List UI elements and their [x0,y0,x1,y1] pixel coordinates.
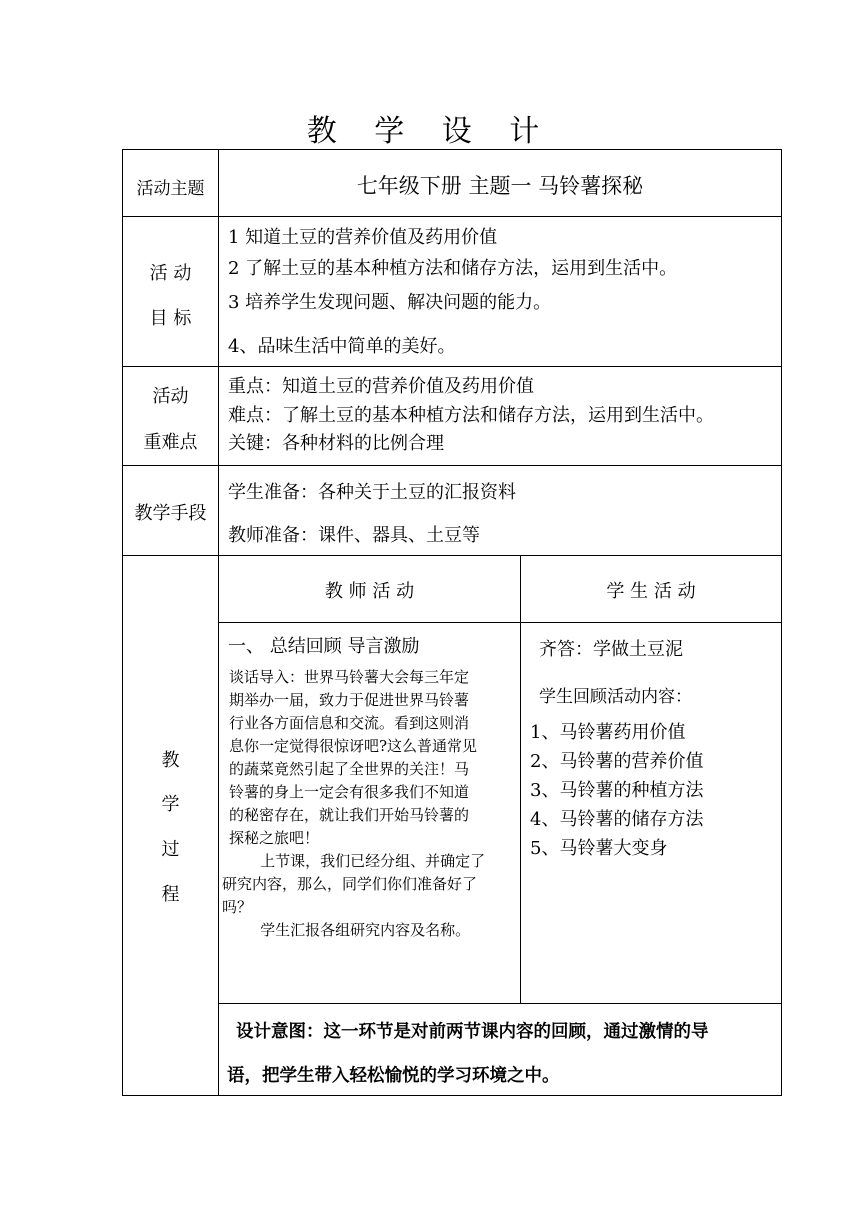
design-intent: 语，把学生带入轻松愉悦的学习环境之中。 [227,1066,560,1086]
row-divider [122,465,782,466]
student-item: 3、马铃薯的种植方法 [530,780,704,801]
goal-item: 4、品味生活中简单的美好。 [228,336,456,357]
teacher-line: 息你一定觉得很惊讶吧?这么普通常见 [229,737,478,755]
teacher-line: 吗？ [222,898,253,916]
key-point-item: 关键：各种材料的比例合理 [228,433,444,454]
student-preparation: 学生准备：各种关于土豆的汇报资料 [228,482,516,503]
activity-column-divider [520,555,521,1003]
goal-item: 1 知道土豆的营养价值及药用价值 [228,227,498,248]
teacher-line: 研究内容，那么，同学们你们准备好了 [222,875,478,893]
teacher-preparation: 教师准备：课件、器具、土豆等 [228,525,480,546]
teacher-line: 谈话导入：世界马铃薯大会每三年定 [229,668,470,686]
key-point-item: 重点：知道土豆的营养价值及药用价值 [228,376,534,397]
row-divider [122,216,782,217]
teacher-line: 的蔬菜竟然引起了全世界的关注！马 [229,760,470,778]
student-review-title: 学生回顾活动内容： [539,687,692,707]
label-column-divider [218,149,219,1096]
process-intent-divider [218,1003,782,1004]
goal-item: 3 培养学生发现问题、解决问题的能力。 [228,292,552,313]
process-label-char: 过 [161,839,180,860]
teacher-line: 上节课，我们已经分组、并确定了 [222,852,486,870]
student-activity-header: 学 生 活 动 [606,581,696,602]
teacher-line: 行业各方面信息和交流。看到这则消 [229,714,470,732]
key-points-label: 活动 [152,386,189,407]
student-item: 5、马铃薯大变身 [530,838,668,859]
design-intent: 设计意图：这一环节是对前两节课内容的回顾，通过激情的导 [236,1022,709,1042]
student-item: 2、马铃薯的营养价值 [530,751,704,772]
goal-item: 2 了解土豆的基本种植方法和储存方法，运用到生活中。 [228,258,678,279]
student-item: 1、马铃薯药用价值 [530,722,686,743]
student-item: 4、马铃薯的储存方法 [530,809,704,830]
theme-value: 七年级下册 主题一 马铃薯探秘 [356,174,644,198]
key-point-item: 难点：了解土豆的基本种植方法和储存方法，运用到生活中。 [228,405,714,426]
goals-label: 活 动 [149,263,192,284]
goals-label: 目 标 [149,308,192,329]
means-label: 教学手段 [134,503,207,524]
process-label-char: 程 [161,884,180,905]
table-border-bottom [122,1095,782,1096]
key-points-label: 重难点 [143,432,198,453]
teacher-line: 的秘密存在，就让我们开始马铃薯的 [229,806,470,824]
theme-label: 活动主题 [136,179,205,199]
teacher-activity-header: 教 师 活 动 [324,581,415,602]
teacher-line: 期举办一届，致力于促进世界马铃薯 [229,691,470,709]
table-border-left [122,149,123,1096]
teacher-line: 探秘之旅吧！ [229,829,320,847]
row-divider [122,555,782,556]
section-title: 一、 总结回顾 导言激励 [228,636,420,657]
table-border-right [781,149,782,1096]
process-label-char: 学 [161,794,180,815]
process-label-char: 教 [161,750,180,771]
teacher-line: 学生汇报各组研究内容及名称。 [222,921,471,939]
table-border-top [122,149,782,150]
student-answer: 齐答：学做土豆泥 [539,639,683,660]
process-header-divider [218,622,782,623]
page-title: 教 学 设 计 [306,114,554,149]
row-divider [122,366,782,367]
teacher-line: 铃薯的身上一定会有很多我们不知道 [229,783,470,801]
